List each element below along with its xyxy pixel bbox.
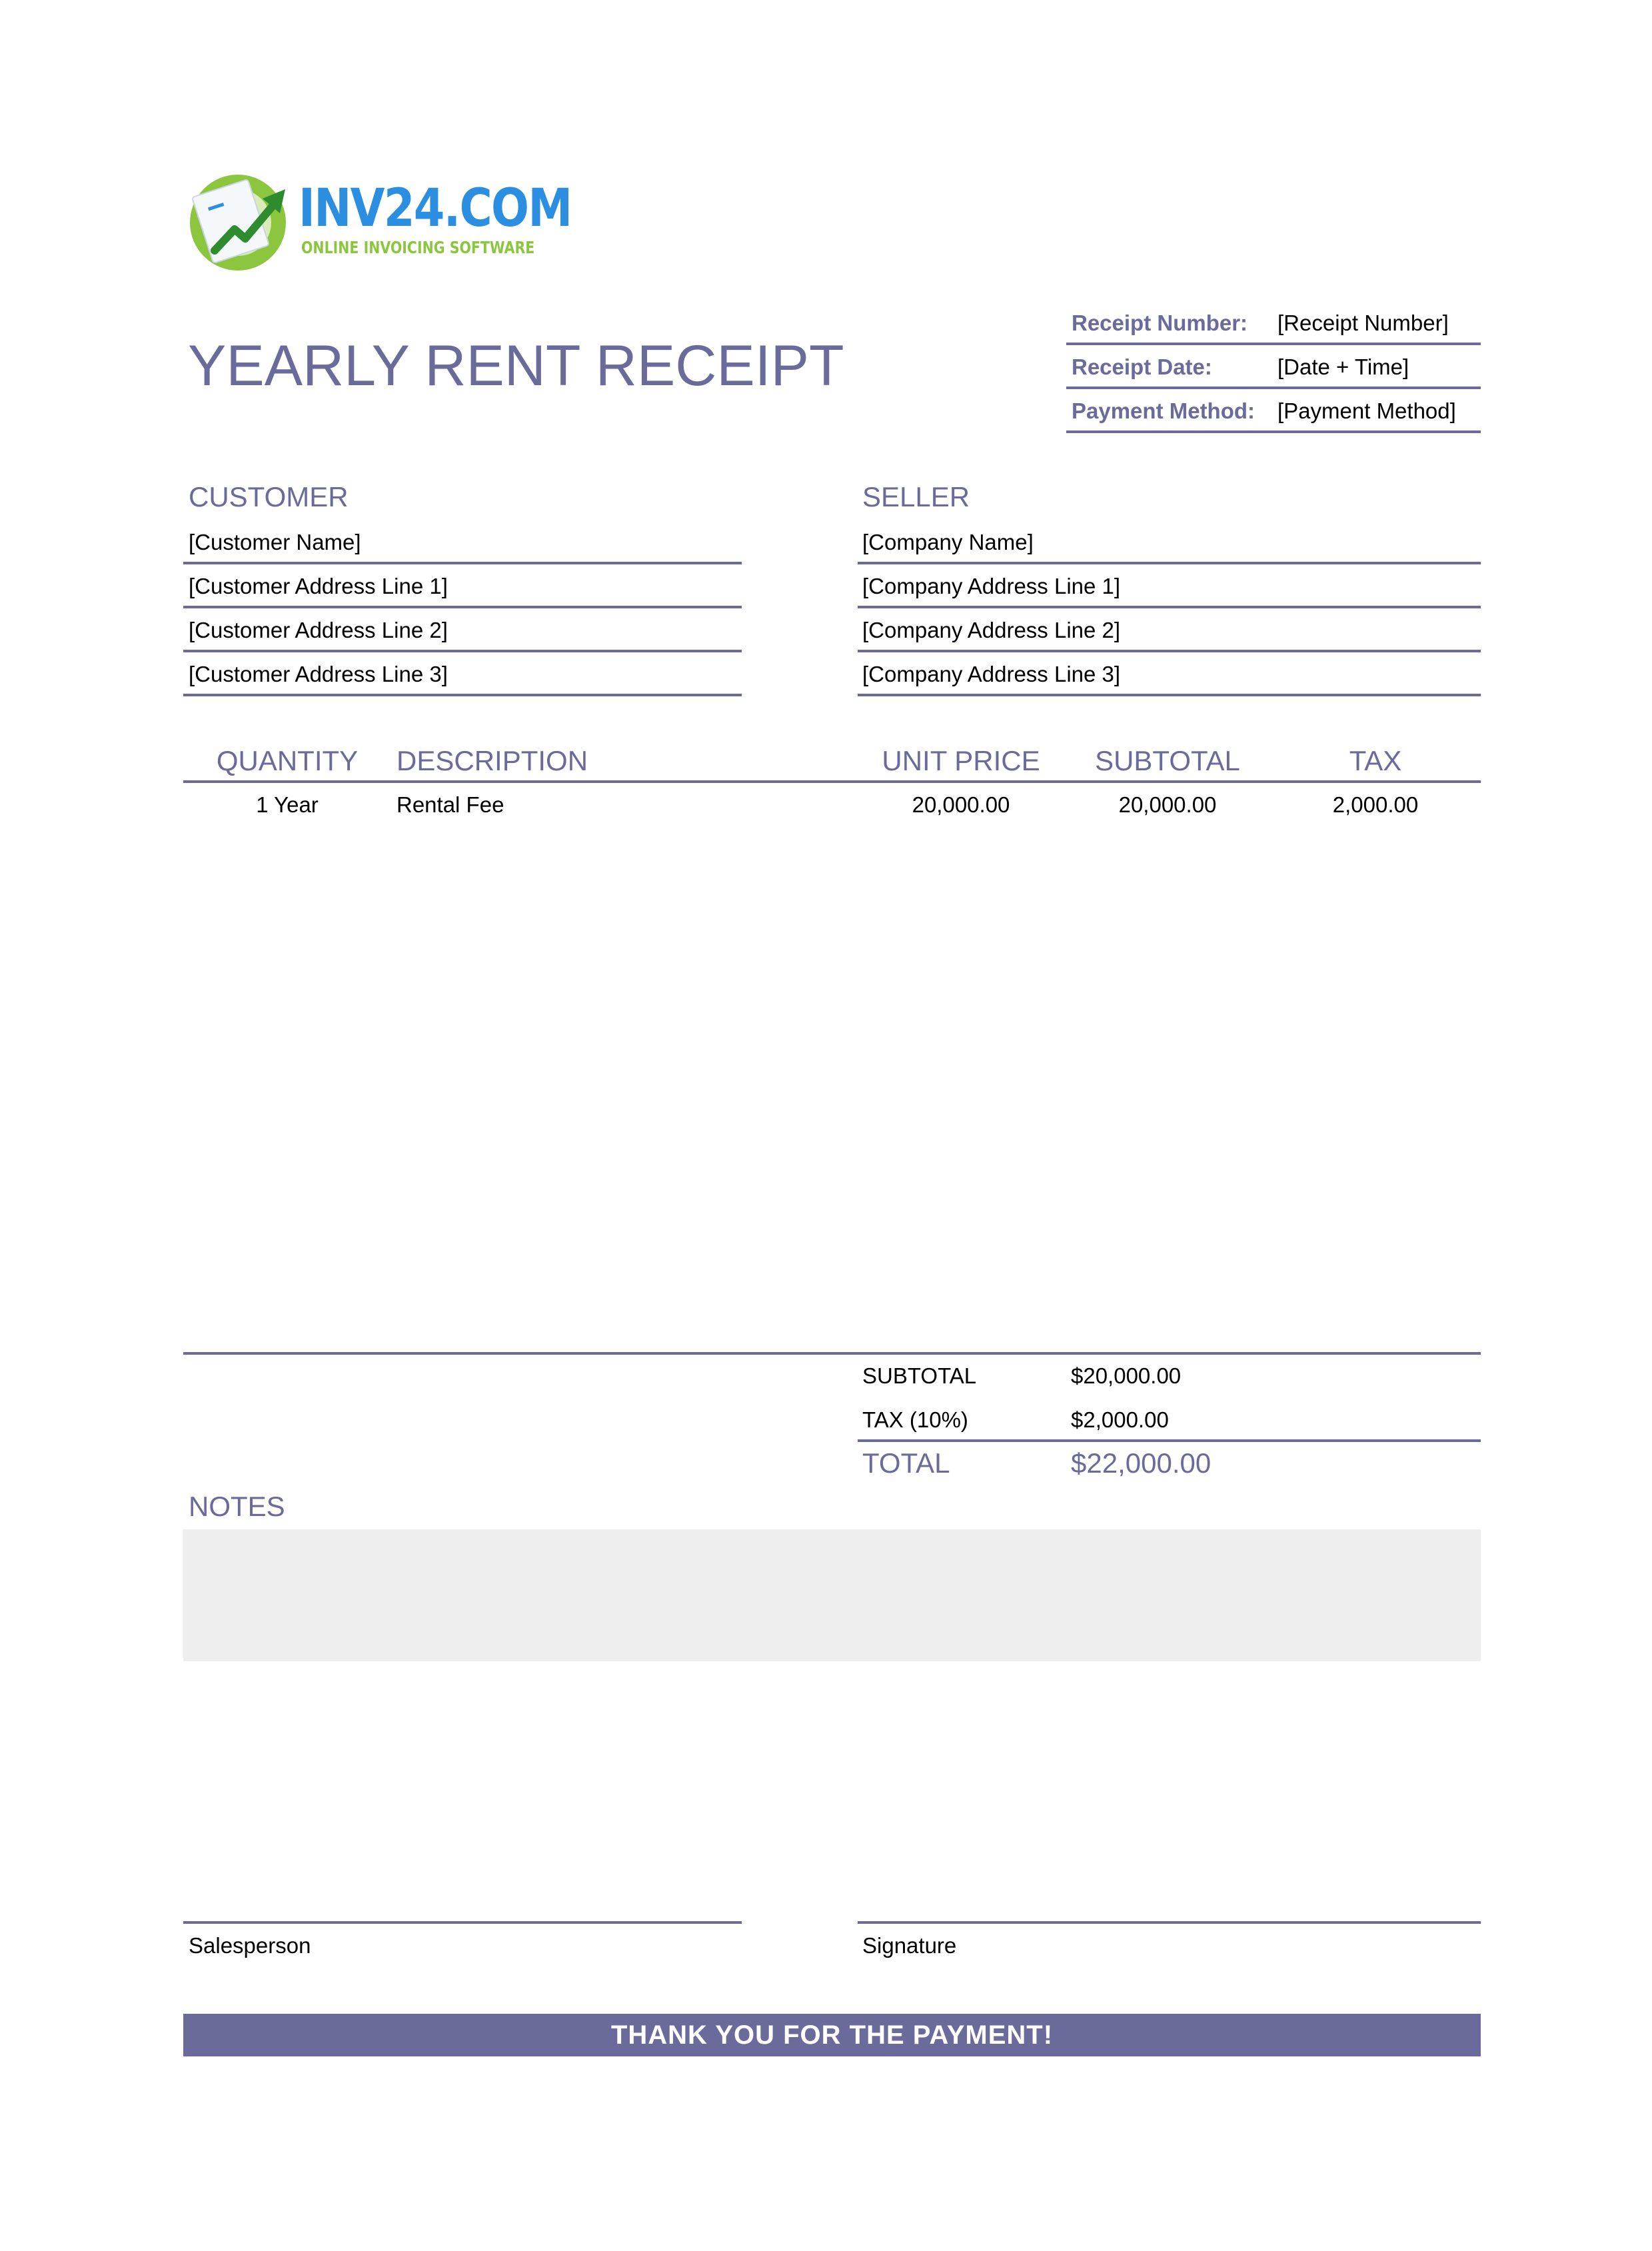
totals-total-value: $22,000.00	[1071, 1447, 1212, 1479]
seller-divider	[858, 606, 1481, 608]
customer-address-line-2: [Customer Address Line 2]	[189, 618, 448, 642]
thank-you-banner	[183, 2014, 1481, 2056]
logo-wordmark: INV24.COM	[299, 179, 572, 239]
meta-divider	[1066, 386, 1481, 389]
totals-tax-label: TAX (10%)	[862, 1407, 968, 1432]
column-header-subtotal: SUBTOTAL	[1095, 745, 1240, 776]
salesperson-line	[183, 1921, 742, 1924]
seller-divider	[858, 562, 1481, 564]
column-header-quantity: QUANTITY	[216, 745, 359, 776]
notes-box	[183, 1529, 1481, 1661]
customer-divider	[183, 694, 742, 696]
table-header-divider	[183, 780, 1481, 783]
signature-label: Signature	[862, 1933, 957, 1958]
company-address-line-2: [Company Address Line 2]	[862, 618, 1121, 642]
customer-divider	[183, 562, 742, 564]
column-header-unit-price: UNIT PRICE	[882, 745, 1040, 776]
payment-method-label: Payment Method:	[1072, 398, 1255, 423]
column-header-tax: TAX	[1349, 745, 1402, 776]
row-description: Rental Fee	[397, 792, 504, 817]
row-quantity: 1 Year	[256, 792, 319, 817]
page-title: YEARLY RENT RECEIPT	[188, 334, 844, 398]
receipt-number-label: Receipt Number:	[1072, 311, 1248, 335]
company-address-line-1: [Company Address Line 1]	[862, 574, 1121, 598]
customer-address-line-3: [Customer Address Line 3]	[189, 662, 448, 686]
row-unit-price: 20,000.00	[912, 792, 1010, 817]
customer-address-line-1: [Customer Address Line 1]	[189, 574, 448, 598]
payment-method-value: [Payment Method]	[1277, 398, 1456, 423]
logo-tagline: ONLINE INVOICING SOFTWARE	[301, 238, 535, 257]
totals-tax-value: $2,000.00	[1071, 1407, 1169, 1432]
seller-divider	[858, 694, 1481, 696]
totals-subtotal-value: $20,000.00	[1071, 1363, 1182, 1388]
customer-divider	[183, 606, 742, 608]
customer-divider	[183, 650, 742, 652]
company-address-line-3: [Company Address Line 3]	[862, 662, 1121, 686]
customer-heading: CUSTOMER	[189, 481, 349, 512]
receipt-number-value: [Receipt Number]	[1277, 311, 1449, 335]
totals-total-label: TOTAL	[862, 1447, 950, 1479]
seller-divider	[858, 650, 1481, 652]
meta-divider	[1066, 430, 1481, 433]
thank-you-text: THANK YOU FOR THE PAYMENT!	[610, 2020, 1054, 2050]
receipt-date-value: [Date + Time]	[1277, 355, 1409, 379]
customer-name: [Customer Name]	[189, 530, 361, 554]
column-header-description: DESCRIPTION	[397, 745, 588, 776]
notes-heading: NOTES	[189, 1491, 285, 1522]
signature-line	[858, 1921, 1481, 1924]
row-tax: 2,000.00	[1332, 792, 1419, 817]
meta-divider	[1066, 343, 1481, 345]
table-bottom-divider	[183, 1352, 1481, 1355]
totals-subtotal-label: SUBTOTAL	[862, 1363, 977, 1388]
row-subtotal: 20,000.00	[1118, 792, 1217, 817]
seller-heading: SELLER	[862, 481, 970, 512]
totals-divider	[858, 1439, 1481, 1442]
company-name: [Company Name]	[862, 530, 1034, 554]
receipt-date-label: Receipt Date:	[1072, 355, 1212, 379]
salesperson-label: Salesperson	[189, 1933, 311, 1958]
